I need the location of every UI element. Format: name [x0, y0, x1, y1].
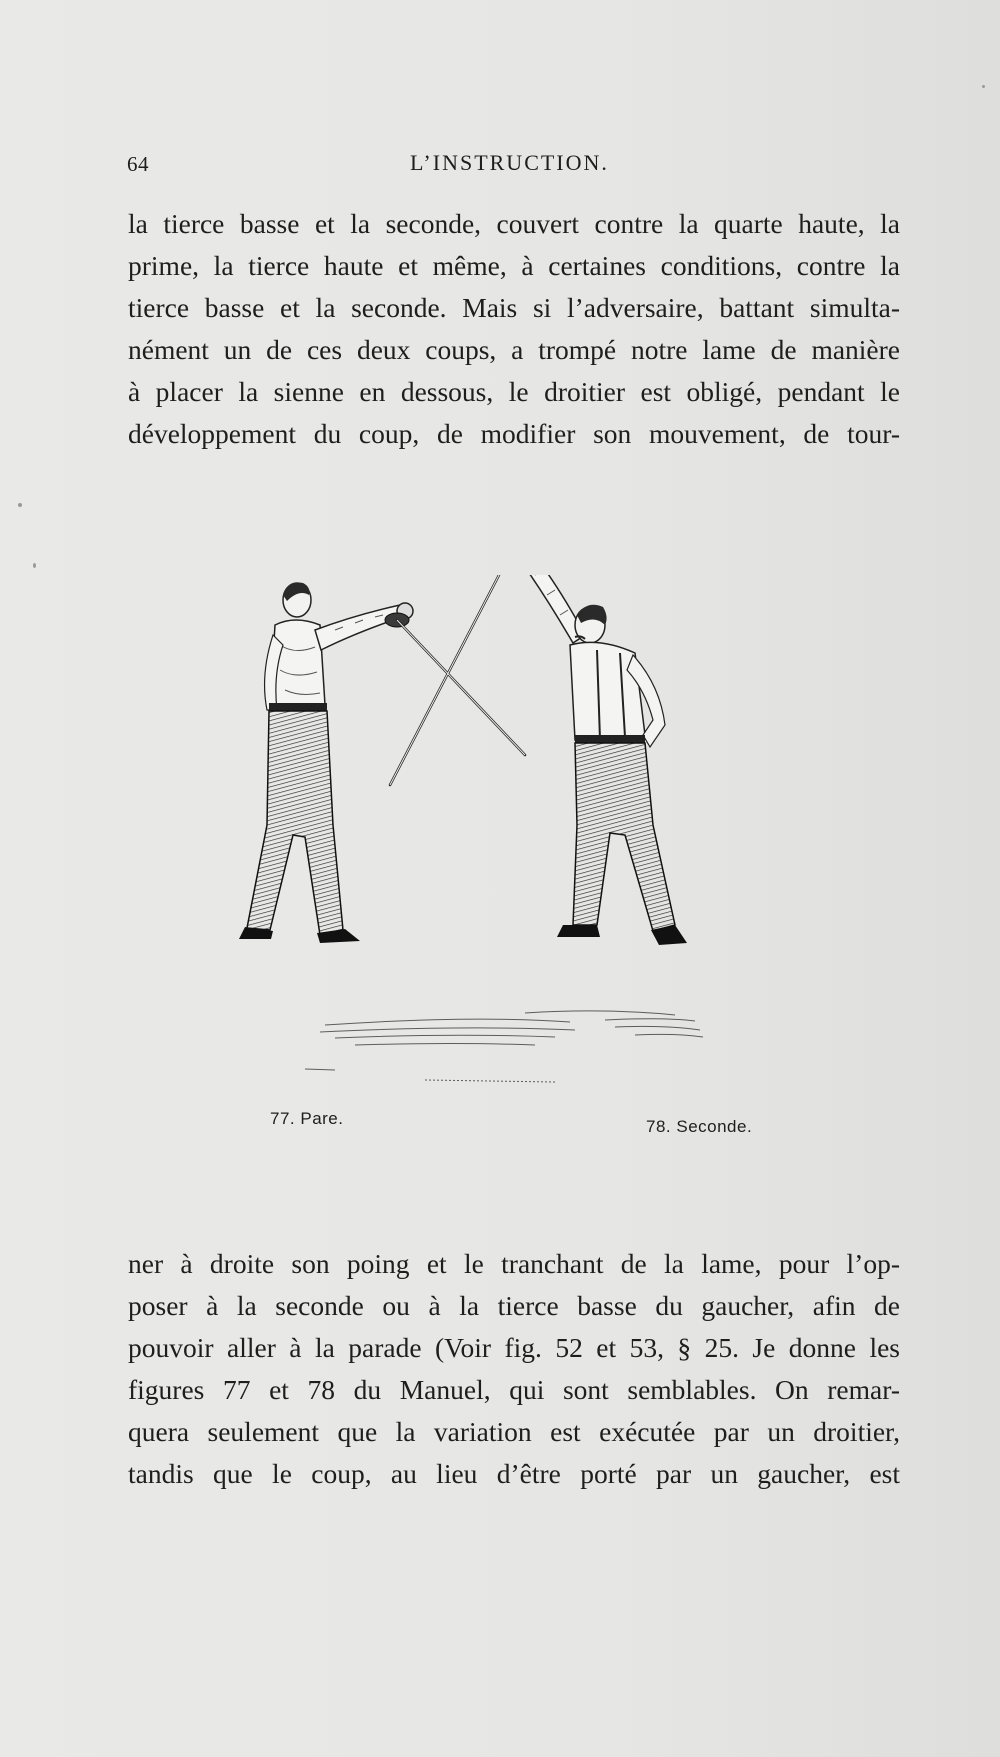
text-line: quera seulement que la variation est exécutée par un droitier,	[128, 1416, 900, 1447]
figure-caption-right: 78. Seconde.	[646, 1117, 753, 1136]
paragraph-top	[128, 203, 900, 455]
paper-speck	[18, 503, 22, 507]
right-fencer	[500, 575, 687, 945]
text-line: figures 77 et 78 du Manuel, qui sont semblables. On remar-	[128, 1374, 900, 1405]
fencing-illustration	[225, 575, 785, 1095]
running-title: L’INSTRUCTION.	[410, 150, 609, 175]
text-line: prime, la tierce haute et même, à certaines conditions, contre la	[128, 250, 900, 281]
page-number: 64	[127, 152, 149, 176]
text-line: pouvoir aller à la parade (Voir fig. 52 et 53, § 25. Je donne les	[128, 1332, 900, 1363]
ground-shading	[305, 1011, 703, 1082]
left-fencer	[239, 583, 413, 944]
text-line: tierce basse et la seconde. Mais si l’adversaire, battant simulta-	[128, 292, 900, 323]
text-line: ner à droite son poing et le tranchant de la lame, pour l’op-	[128, 1248, 900, 1279]
paper-speck	[33, 563, 36, 568]
text-line: poser à la seconde ou à la tierce basse du gaucher, afin de	[128, 1290, 900, 1321]
text-line: à placer la sienne en dessous, le droitier est obligé, pendant le	[128, 376, 900, 407]
paper-speck	[982, 85, 985, 88]
text-line: la tierce basse et la seconde, couvert contre la quarte haute, la	[128, 208, 900, 239]
text-line: nément un de ces deux coups, a trompé notre lame de manière	[128, 334, 900, 365]
text-line: tandis que le coup, au lieu d’être porté par un gaucher, est	[128, 1458, 900, 1489]
figure-caption-left: 77. Pare.	[270, 1109, 344, 1128]
paragraph-bottom	[128, 1243, 900, 1495]
text-line: développement du coup, de modifier son mouvement, de tour-	[128, 418, 900, 449]
